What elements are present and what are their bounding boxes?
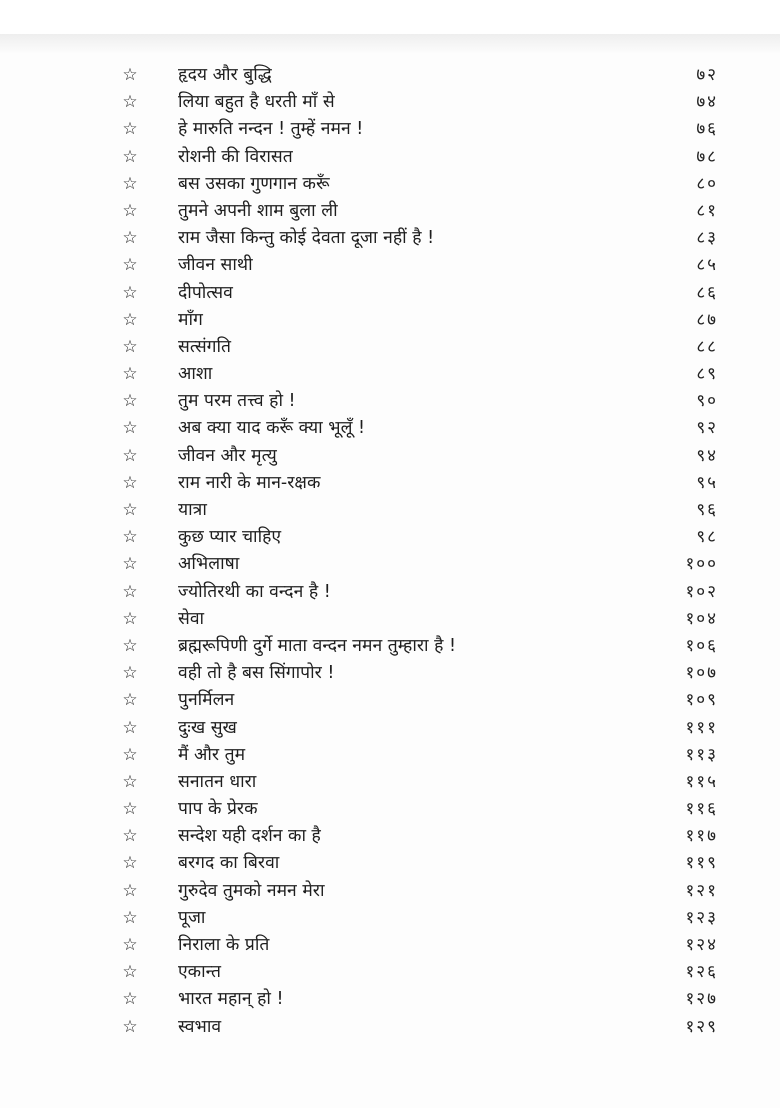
toc-entry-title: पुनर्मिलन <box>178 690 235 711</box>
star-bullet-icon: ☆ <box>122 690 138 711</box>
toc-entry <box>0 633 780 660</box>
toc-entry <box>0 252 780 279</box>
toc-entry <box>0 470 780 497</box>
star-bullet-icon: ☆ <box>122 200 138 221</box>
toc-entry <box>0 905 780 932</box>
toc-entry <box>0 144 780 171</box>
toc-entry <box>0 687 780 714</box>
toc-entry-page-number: ९० <box>696 391 718 412</box>
toc-entry-title: राम नारी के मान-रक्षक <box>178 472 321 493</box>
scan-shadow-band <box>0 34 780 54</box>
star-bullet-icon: ☆ <box>122 744 138 765</box>
toc-entry <box>0 715 780 742</box>
star-bullet-icon: ☆ <box>122 255 138 276</box>
toc-entry-title: वही तो है बस सिंगापोर ! <box>178 663 335 684</box>
toc-entry-title: एकान्त <box>178 962 222 983</box>
star-bullet-icon: ☆ <box>122 146 138 167</box>
toc-entry-title: बस उसका गुणगान करूँ <box>178 173 330 194</box>
toc-entry <box>0 307 780 334</box>
toc-entry-title: सेवा <box>178 608 205 629</box>
toc-entry-page-number: ७६ <box>696 119 718 140</box>
toc-entry <box>0 280 780 307</box>
toc-entry-page-number: ११३ <box>685 744 718 765</box>
star-bullet-icon: ☆ <box>122 962 138 983</box>
toc-entry-page-number: ९८ <box>696 527 718 548</box>
toc-entry-page-number: १०९ <box>685 690 718 711</box>
toc-entry-page-number: ८७ <box>696 309 718 330</box>
toc-entry-page-number: १११ <box>685 717 718 738</box>
table-of-contents <box>0 62 780 1041</box>
star-bullet-icon: ☆ <box>122 282 138 303</box>
star-bullet-icon: ☆ <box>122 717 138 738</box>
toc-entry-title: भारत महान् हो ! <box>178 989 284 1010</box>
toc-entry-title: तुमने अपनी शाम बुला ली <box>178 200 338 221</box>
toc-entry-title: हे मारुति नन्दन ! तुम्हें नमन ! <box>178 119 364 140</box>
toc-entry-title: सन्देश यही दर्शन का है <box>178 826 321 847</box>
toc-entry <box>0 579 780 606</box>
toc-entry <box>0 742 780 769</box>
toc-entry-title: माँग <box>178 309 203 330</box>
toc-entry <box>0 62 780 89</box>
star-bullet-icon: ☆ <box>122 119 138 140</box>
star-bullet-icon: ☆ <box>122 500 138 520</box>
star-bullet-icon: ☆ <box>122 309 138 330</box>
toc-entry-page-number: १०० <box>685 554 718 575</box>
toc-entry-page-number: ११५ <box>685 771 718 792</box>
toc-entry-title: मैं और तुम <box>178 744 246 765</box>
toc-entry-title: निराला के प्रति <box>178 935 270 955</box>
toc-entry-page-number: १०४ <box>685 608 718 629</box>
toc-entry-title: रोशनी की विरासत <box>178 146 293 167</box>
toc-entry-title: यात्रा <box>178 500 207 520</box>
toc-entry <box>0 415 780 442</box>
star-bullet-icon: ☆ <box>122 92 138 113</box>
star-bullet-icon: ☆ <box>122 65 138 85</box>
toc-entry <box>0 497 780 524</box>
toc-entry-page-number: १२३ <box>685 907 718 928</box>
star-bullet-icon: ☆ <box>122 228 138 249</box>
star-bullet-icon: ☆ <box>122 989 138 1010</box>
toc-entry <box>0 171 780 198</box>
toc-entry-page-number: १२९ <box>685 1016 718 1037</box>
toc-entry-page-number: ८९ <box>696 364 718 385</box>
toc-entry-title: दुःख सुख <box>178 717 237 738</box>
star-bullet-icon: ☆ <box>122 935 138 955</box>
toc-entry-title: जीवन साथी <box>178 255 253 276</box>
toc-entry <box>0 878 780 905</box>
toc-entry-title: स्वभाव <box>178 1016 222 1037</box>
toc-entry-page-number: ८५ <box>696 255 718 276</box>
toc-entry-title: दीपोत्सव <box>178 282 233 303</box>
toc-entry-page-number: १०६ <box>685 635 718 656</box>
toc-entry <box>0 1014 780 1041</box>
toc-entry <box>0 796 780 823</box>
toc-entry-title: सनातन धारा <box>178 771 257 792</box>
toc-entry-title: ब्रह्मरूपिणी दुर्गे माता वन्दन नमन तुम्हारा है ! <box>178 635 456 656</box>
toc-entry <box>0 198 780 225</box>
toc-entry <box>0 524 780 551</box>
star-bullet-icon: ☆ <box>122 663 138 684</box>
toc-entry-title: कुछ प्यार चाहिए <box>178 527 282 548</box>
toc-entry-title: राम जैसा किन्तु कोई देवता दूजा नहीं है ! <box>178 228 435 249</box>
toc-entry-page-number: ९२ <box>696 418 718 439</box>
toc-entry-title: ज्योतिरथी का वन्दन है ! <box>178 581 331 602</box>
toc-entry <box>0 388 780 415</box>
toc-entry-page-number: ८३ <box>696 228 718 249</box>
toc-entry <box>0 443 780 470</box>
toc-entry-title: अब क्या याद करूँ क्या भूलूँ ! <box>178 418 366 439</box>
toc-entry-page-number: ८६ <box>696 282 718 303</box>
toc-entry <box>0 959 780 986</box>
star-bullet-icon: ☆ <box>122 1016 138 1037</box>
toc-entry-page-number: १०२ <box>685 581 718 602</box>
toc-entry-title: पाप के प्रेरक <box>178 799 258 820</box>
star-bullet-icon: ☆ <box>122 581 138 602</box>
toc-entry <box>0 769 780 796</box>
toc-entry-page-number: ७४ <box>696 92 718 113</box>
toc-entry-page-number: १२४ <box>685 935 718 955</box>
toc-entry-page-number: ९५ <box>696 472 718 493</box>
toc-entry-page-number: ११९ <box>685 853 718 874</box>
toc-entry-page-number: १२७ <box>685 989 718 1010</box>
star-bullet-icon: ☆ <box>122 445 138 466</box>
toc-entry <box>0 823 780 850</box>
star-bullet-icon: ☆ <box>122 826 138 847</box>
toc-entry <box>0 986 780 1013</box>
toc-entry <box>0 932 780 959</box>
toc-entry <box>0 361 780 388</box>
toc-entry-title: अभिलाषा <box>178 554 240 575</box>
toc-entry-title: गुरुदेव तुमको नमन मेरा <box>178 880 325 901</box>
toc-entry-title: तुम परम तत्त्व हो ! <box>178 391 296 412</box>
star-bullet-icon: ☆ <box>122 554 138 575</box>
star-bullet-icon: ☆ <box>122 880 138 901</box>
toc-entry-page-number: ८१ <box>696 200 718 221</box>
star-bullet-icon: ☆ <box>122 336 138 357</box>
toc-entry <box>0 225 780 252</box>
toc-entry-title: हृदय और बुद्धि <box>178 65 272 85</box>
toc-entry-page-number: ९४ <box>696 445 718 466</box>
star-bullet-icon: ☆ <box>122 173 138 194</box>
star-bullet-icon: ☆ <box>122 418 138 439</box>
toc-entry-page-number: ९६ <box>696 500 718 520</box>
toc-entry-page-number: १०७ <box>685 663 718 684</box>
star-bullet-icon: ☆ <box>122 527 138 548</box>
toc-entry-page-number: १२६ <box>685 962 718 983</box>
toc-entry <box>0 606 780 633</box>
star-bullet-icon: ☆ <box>122 472 138 493</box>
star-bullet-icon: ☆ <box>122 799 138 820</box>
star-bullet-icon: ☆ <box>122 391 138 412</box>
toc-entry <box>0 551 780 578</box>
toc-entry-page-number: १२१ <box>685 880 718 901</box>
toc-entry-title: बरगद का बिरवा <box>178 853 280 874</box>
toc-entry <box>0 116 780 143</box>
toc-entry <box>0 89 780 116</box>
toc-entry-title: जीवन और मृत्यु <box>178 445 277 466</box>
toc-entry <box>0 850 780 877</box>
toc-entry-page-number: ११७ <box>685 826 718 847</box>
toc-entry-page-number: ७८ <box>696 146 718 167</box>
toc-entry <box>0 334 780 361</box>
star-bullet-icon: ☆ <box>122 364 138 385</box>
toc-entry-title: आशा <box>178 364 213 385</box>
toc-entry-page-number: ७२ <box>696 65 718 85</box>
star-bullet-icon: ☆ <box>122 608 138 629</box>
star-bullet-icon: ☆ <box>122 635 138 656</box>
star-bullet-icon: ☆ <box>122 907 138 928</box>
toc-entry-title: पूजा <box>178 907 206 928</box>
toc-entry-title: सत्संगति <box>178 336 232 357</box>
toc-entry-page-number: ८८ <box>696 336 718 357</box>
toc-entry-page-number: ११६ <box>685 799 718 820</box>
scan-margin <box>0 0 780 34</box>
star-bullet-icon: ☆ <box>122 771 138 792</box>
toc-entry-title: लिया बहुत है धरती माँ से <box>178 92 335 113</box>
toc-entry <box>0 660 780 687</box>
star-bullet-icon: ☆ <box>122 853 138 874</box>
toc-entry-page-number: ८० <box>696 173 718 194</box>
